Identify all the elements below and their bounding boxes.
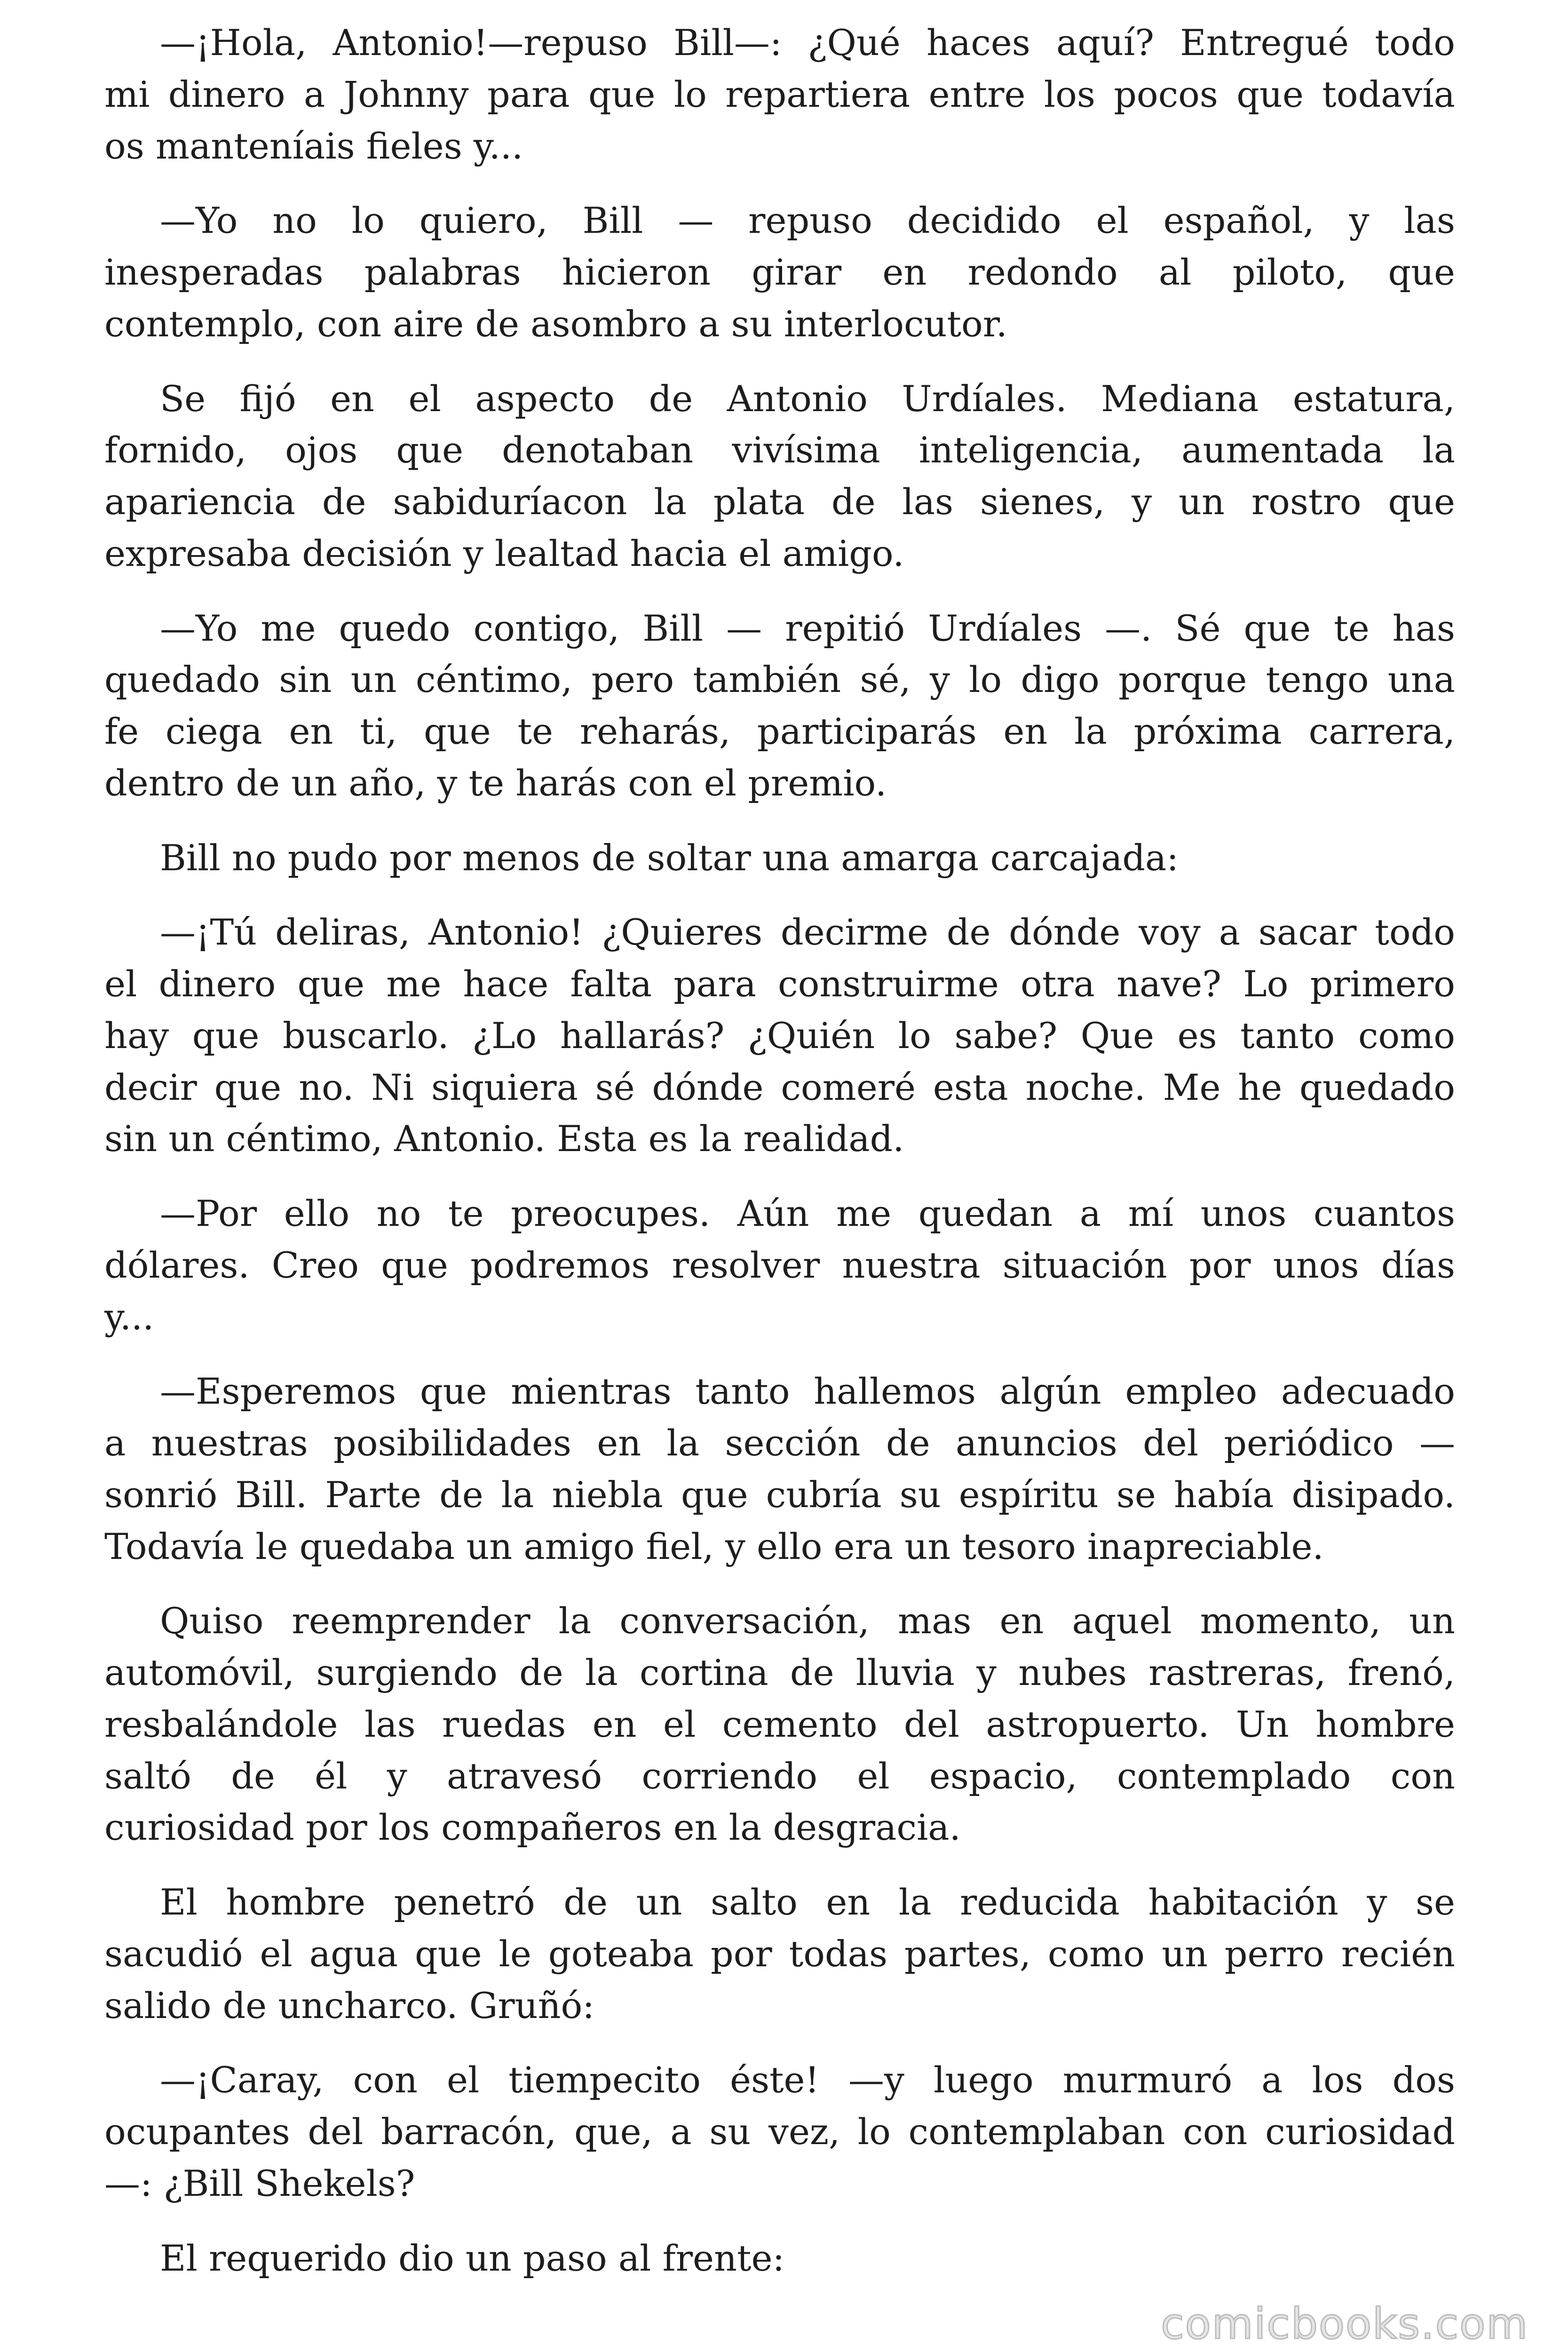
paragraph-line: ocupantes del barracón, que, a su vez, lo contemplaban con curiosidad [104, 2111, 1455, 2153]
paragraph [104, 195, 1455, 350]
paragraph-line: —¡Tú deliras, Antonio! ¿Quieres decirme de dónde voy a sacar todo [160, 911, 1455, 954]
paragraph-line: decir que no. Ni siquiera sé dónde comeré esta noche. Me he quedado [104, 1066, 1455, 1108]
paragraph-line: apariencia de sabiduríacon la plata de las sienes, y un rostro que [104, 481, 1455, 523]
paragraph-line: quedado sin un céntimo, pero también sé, y lo digo porque tengo una [104, 659, 1455, 701]
paragraph-line: sacudió el agua que le goteaba por todas partes, como un perro recién [104, 1932, 1455, 1975]
paragraph [104, 1188, 1455, 1343]
paragraph [104, 2233, 1455, 2284]
paragraph-line: os manteníais fieles y... [104, 125, 523, 167]
text-column [104, 17, 1455, 2284]
paragraph-line: —Por ello no te preocupes. Aún me quedan a mí unos cuantos [160, 1192, 1455, 1234]
paragraph-line: dólares. Creo que podremos resolver nuestra situación por unos días [104, 1244, 1455, 1286]
paragraph [104, 1366, 1455, 1572]
paragraph-line: Todavía le quedaba un amigo fiel, y ello era un tesoro inapreciable. [104, 1525, 1324, 1567]
paragraph-line: Bill no pudo por menos de soltar una amarga carcajada: [160, 836, 1179, 879]
paragraph-line: —¡Caray, con el tiempecito éste! —y luego murmuró a los dos [160, 2059, 1455, 2101]
paragraph-line: salido de uncharco. Gruñó: [104, 1984, 594, 2026]
paragraph-line: contemplo, con aire de asombro a su interlocutor. [104, 302, 1007, 345]
paragraph [104, 2054, 1455, 2209]
paragraph-line: sonrió Bill. Parte de la niebla que cubría su espíritu se había disipado. [104, 1473, 1455, 1516]
paragraph-line: El hombre penetró de un salto en la reducida habitación y se [160, 1881, 1455, 1923]
paragraph-line: resbalándole las ruedas en el cemento del astropuerto. Un hombre [104, 1703, 1455, 1745]
paragraph [104, 373, 1455, 580]
paragraph-line: automóvil, surgiendo de la cortina de lluvia y nubes rastreras, frenó, [104, 1652, 1455, 1693]
paragraph-line: El requerido dio un paso al frente: [160, 2237, 785, 2279]
paragraph-line: —Yo me quedo contigo, Bill — repitió Urdíales —. Sé que te has [160, 607, 1455, 649]
paragraph-line: sin un céntimo, Antonio. Esta es la realidad. [104, 1118, 904, 1160]
paragraph-line: —¡Hola, Antonio!—repuso Bill—: ¿Qué haces aquí? Entregué todo [160, 22, 1455, 64]
paragraph-line: saltó de él y atravesó corriendo el espacio, contemplado con [104, 1755, 1455, 1797]
paragraph-line: el dinero que me hace falta para construirme otra nave? Lo primero [104, 963, 1455, 1005]
paragraph [104, 1876, 1455, 2031]
paragraph-line: curiosidad por los compañeros en la desgracia. [104, 1806, 961, 1849]
paragraph-line: —: ¿Bill Shekels? [104, 2162, 415, 2204]
paragraph [104, 17, 1455, 172]
paragraph-line: Quiso reemprender la conversación, mas en aquel momento, un [160, 1600, 1455, 1642]
paragraph-line: —Yo no lo quiero, Bill — repuso decidido el español, y las [160, 199, 1455, 242]
paragraph [104, 1595, 1455, 1853]
paragraph [104, 906, 1455, 1165]
paragraph-line: y... [104, 1295, 154, 1338]
paragraph-line: —Esperemos que mientras tanto hallemos algún empleo adecuado [160, 1370, 1455, 1413]
paragraph-line: fornido, ojos que denotaban vivísima inteligencia, aumentada la [104, 429, 1455, 471]
paragraph [104, 832, 1455, 884]
paragraph-line: mi dinero a Johnny para que lo repartiera entre los pocos que todavía [104, 73, 1455, 115]
paragraph-line: dentro de un año, y te harás con el premio. [104, 762, 887, 804]
paragraph-line: hay que buscarlo. ¿Lo hallarás? ¿Quién lo sabe? Que es tanto como [104, 1014, 1455, 1057]
paragraph-line: a nuestras posibilidades en la sección de anuncios del periódico — [104, 1422, 1455, 1464]
paragraph-line: inesperadas palabras hicieron girar en redondo al piloto, que [104, 251, 1455, 293]
watermark-logo: comicbooks.com [1161, 2299, 1528, 2349]
paragraph-line: expresaba decisión y lealtad hacia el amigo. [104, 532, 904, 574]
paragraph-line: Se fijó en el aspecto de Antonio Urdíales. Mediana estatura, [160, 377, 1455, 420]
paragraph [104, 603, 1455, 809]
paragraph-line: fe ciega en ti, que te reharás, participarás en la próxima carrera, [104, 710, 1455, 752]
